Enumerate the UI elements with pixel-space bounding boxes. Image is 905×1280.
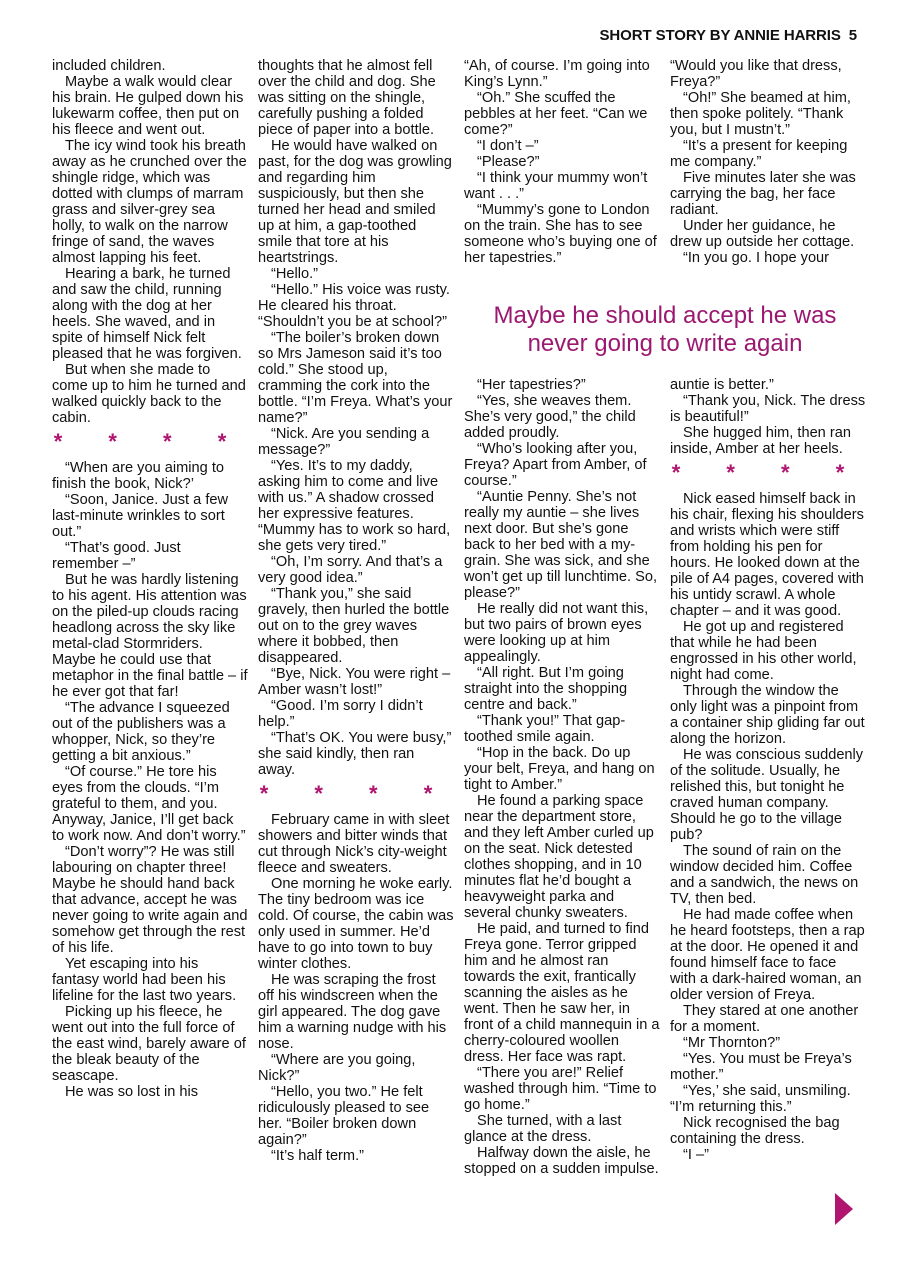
paragraph: “Thank you,” she said gravely, then hurled the bottle out on to the grey waves where it bobbed, then disappeared.: [258, 586, 450, 666]
paragraph: “Who’s looking after you, Freya? Apart from Amber, of course.”: [464, 441, 647, 489]
paragraph: “Oh!” She beamed at him, then spoke politely. “Thank you, but I mustn’t.”: [670, 90, 851, 138]
paragraph: Yet escaping into his fantasy world had been his lifeline for the last two years.: [52, 956, 237, 1004]
paragraph: included children.: [52, 58, 166, 74]
paragraph: Halfway down the aisle, he stopped on a sudden impulse.: [464, 1145, 659, 1177]
paragraph: “The boiler’s broken down so Mrs Jameson said it’s too cold.” She stood up, cramming the cork into the bottle. “I’m Freya. What’s your name?”: [258, 330, 453, 426]
paragraph: auntie is better.”: [670, 377, 774, 393]
paragraph: “Please?”: [477, 154, 540, 170]
paragraph: Maybe a walk would clear his brain. He gulped down his lukewarm coffee, then put on his fleece and went out.: [52, 74, 244, 138]
paragraph: He had made coffee when he heard footsteps, then a rap at the door. He opened it and found himself face to face with a dark-haired woman, an older version of Freya.: [670, 907, 865, 1003]
paragraph: Nick eased himself back in his chair, flexing his shoulders and wrists which were stiff from holding his pen for hours. He looked down at the pile of A4 pages, covered with his untidy scrawl. A whole chapter – and it was good.: [670, 491, 864, 619]
paragraph: “Would you like that dress, Freya?”: [670, 58, 842, 90]
paragraph: “The advance I squeezed out of the publishers was a whopper, Nick, so they’re getting a bit anxious.”: [52, 700, 230, 764]
col2-bottom: [258, 812, 454, 1164]
paragraph: “Ah, of course. I’m going into King’s Lynn.”: [464, 58, 650, 90]
paragraph: thoughts that he almost fell over the child and dog. She was sitting on the shingle, carefully pushing a folded piece of paper into a bottle.: [258, 58, 436, 138]
paragraph: “Don’t worry”? He was still labouring on chapter three! Maybe he should hand back that advance, accept he was never going to write again and somehow get through the rest of his life.: [52, 844, 248, 956]
paragraph: “I think your mummy won’t want . . .”: [464, 170, 648, 202]
paragraph: “Nick. Are you sending a message?”: [258, 426, 430, 458]
paragraph: “Hello, you two.” He felt ridiculously pleased to see her. “Boiler broken down again?”: [258, 1084, 430, 1148]
paragraph: “Yes. It’s to my daddy, asking him to come and live with us.” A shadow crossed her expressive features. “Mummy has to work so hard, she gets very tired.”: [258, 458, 451, 554]
section-separator: * * * *: [671, 460, 865, 485]
paragraph: “Yes. You must be Freya’s mother.”: [670, 1051, 852, 1083]
paragraph: Picking up his fleece, he went out into the full force of the east wind, barely aware of the bleak beauty of the seascape.: [52, 1004, 246, 1084]
paragraph: “Good. I’m sorry I didn’t help.”: [258, 698, 423, 730]
paragraph: One morning he woke early. The tiny bedroom was ice cold. Of course, the cabin was only used in summer. He’d have to go into town to buy winter clothes.: [258, 876, 454, 972]
paragraph: She turned, with a last glance at the dress.: [464, 1113, 622, 1145]
paragraph: He paid, and turned to find Freya gone. Terror gripped him and he almost ran towards the exit, frantically scanning the aisles as he went. Then he saw her, in front of a child mannequin in a cherry-coloured woollen dress. Her face was rapt.: [464, 921, 660, 1065]
header-title: SHORT STORY BY ANNIE HARRIS: [599, 27, 841, 44]
paragraph: “Yes,’ she said, unsmiling. “I’m returning this.”: [670, 1083, 851, 1115]
paragraph: He was conscious suddenly of the solitude. Usually, he relished this, but tonight he craved human company. Should he go to the village pub?: [670, 747, 864, 843]
paragraph: “That’s good. Just remember –”: [52, 540, 181, 572]
paragraph: “Bye, Nick. You were right – Amber wasn’t lost!”: [258, 666, 451, 698]
paragraph: “Hello.”: [271, 266, 319, 282]
paragraph: Through the window the only light was a pinpoint from a container ship gliding far out along the horizon.: [670, 683, 865, 747]
section-separator: * * * *: [259, 781, 453, 806]
column-3-top: [464, 58, 660, 266]
paragraph: The icy wind took his breath away as he crunched over the shingle ridge, which was dotted with clumps of marram grass and silver-grey sea holly, to walk on the narrow fringe of sand, the waves almost lapping his feet.: [52, 138, 247, 266]
paragraph: February came in with sleet showers and bitter winds that cut through Nick’s city-weight fleece and sweaters.: [258, 812, 450, 876]
paragraph: “It’s half term.”: [271, 1148, 364, 1164]
paragraph: “Thank you!” That gap-toothed smile again.: [464, 713, 626, 745]
paragraph: “I don’t –”: [477, 138, 539, 154]
paragraph: Under her guidance, he drew up outside her cottage.: [670, 218, 855, 250]
paragraph: They stared at one another for a moment.: [670, 1003, 859, 1035]
paragraph: “I –”: [683, 1147, 709, 1163]
paragraph: “Hello.” His voice was rusty. He cleared his throat. “Shouldn’t you be at school?”: [258, 282, 450, 330]
paragraph: “When are you aiming to finish the book, Nick?’: [52, 460, 224, 492]
paragraph: “Soon, Janice. Just a few last-minute wrinkles to sort out.”: [52, 492, 229, 540]
paragraph: “Thank you, Nick. The dress is beautiful!”: [670, 393, 866, 425]
paragraph: He got up and registered that while he had been engrossed in his other world, night had come.: [670, 619, 857, 683]
paragraph: “Hop in the back. Do up your belt, Freya, and hang on tight to Amber.”: [464, 745, 655, 793]
column-1: [52, 58, 248, 1100]
paragraph: The sound of rain on the window decided him. Coffee and a sandwich, the news on TV, then bed.: [670, 843, 859, 907]
paragraph: “Where are you going, Nick?”: [258, 1052, 416, 1084]
paragraph: “There you are!” Relief washed through him. “Time to go home.”: [464, 1065, 657, 1113]
column-4-top: [670, 58, 866, 266]
paragraph: “In you go. I hope your: [683, 250, 830, 266]
page-number: 5: [848, 27, 857, 44]
paragraph: But he was hardly listening to his agent. His attention was on the piled-up clouds racing headlong across the sky like metal-clad Stormriders. Maybe he could use that metaphor in the final battle – if he ever got that far!: [52, 572, 248, 700]
col1-top: [52, 58, 248, 426]
col3-top: [464, 58, 660, 266]
paragraph: He really did not want this, but two pairs of brown eyes were looking up at him appealingly.: [464, 601, 649, 665]
page-header: [600, 27, 857, 47]
paragraph: “All right. But I’m going straight into the shopping centre and back.”: [464, 665, 628, 713]
paragraph: “Oh.” She scuffed the pebbles at her feet. “Can we come?”: [464, 90, 648, 138]
paragraph: Five minutes later she was carrying the bag, her face radiant.: [670, 170, 856, 218]
paragraph: “Mummy’s gone to London on the train. She has to see someone who’s buying one of her tapestries.”: [464, 202, 657, 266]
paragraph: Nick recognised the bag containing the dress.: [670, 1115, 840, 1147]
column-4-bottom: [670, 377, 866, 1163]
paragraph: “Mr Thornton?”: [683, 1035, 781, 1051]
col3-bottom: [464, 377, 660, 1177]
paragraph: He was so lost in his: [65, 1084, 199, 1100]
pull-quote: Maybe he should accept he was never going to write again: [493, 302, 837, 357]
paragraph: But when she made to come up to him he turned and walked quickly back to the cabin.: [52, 362, 246, 426]
section-separator: * * * *: [53, 429, 247, 454]
paragraph: “It’s a present for keeping me company.”: [670, 138, 848, 170]
paragraph: He was scraping the frost off his windscreen when the girl appeared. The dog gave him a warning nudge with his nose.: [258, 972, 447, 1052]
paragraph: He found a parking space near the department store, and they left Amber curled up on the seat. Nick detested clothes shopping, and in 10 minutes flat he’d bought a heavyweight parka and several chunky sweaters.: [464, 793, 654, 921]
column-2: [258, 58, 454, 1164]
paragraph: She hugged him, then ran inside, Amber at her heels.: [670, 425, 851, 457]
paragraph: “Oh, I’m sorry. And that’s a very good idea.”: [258, 554, 443, 586]
col4-top: [670, 58, 866, 266]
paragraph: He would have walked on past, for the dog was growling and regarding him suspiciously, but then she turned her head and smiled up at him, a gap-toothed smile that tore at his heartstrings.: [258, 138, 452, 266]
paragraph: “Of course.” He tore his eyes from the clouds. “I’m grateful to them, and you. Anyway, Janice, I’ll get back to work now. And don’t worry.”: [52, 764, 246, 844]
paragraph: Hearing a bark, he turned and saw the child, running along with the dog at her heels. She waved, and in spite of himself Nick felt pleased that he was forgiven.: [52, 266, 242, 362]
col4-bottom-a: [670, 377, 866, 457]
column-3-bottom: [464, 377, 660, 1177]
paragraph: “Auntie Penny. She’s not really my auntie – she lives next door. But she’s gone back to her bed with a my-grain. She was sick, and she won’t get up till lunchtime. So, please?”: [464, 489, 658, 601]
paragraph: “Her tapestries?”: [477, 377, 586, 393]
col2-top: [258, 58, 454, 778]
paragraph: “Yes, she weaves them. She’s very good,” the child added proudly.: [464, 393, 636, 441]
col1-bottom: [52, 460, 248, 1100]
continue-arrow-icon: [835, 1193, 853, 1225]
col4-bottom-b: [670, 491, 866, 1163]
paragraph: “That’s OK. You were busy,” she said kindly, then ran away.: [258, 730, 452, 778]
